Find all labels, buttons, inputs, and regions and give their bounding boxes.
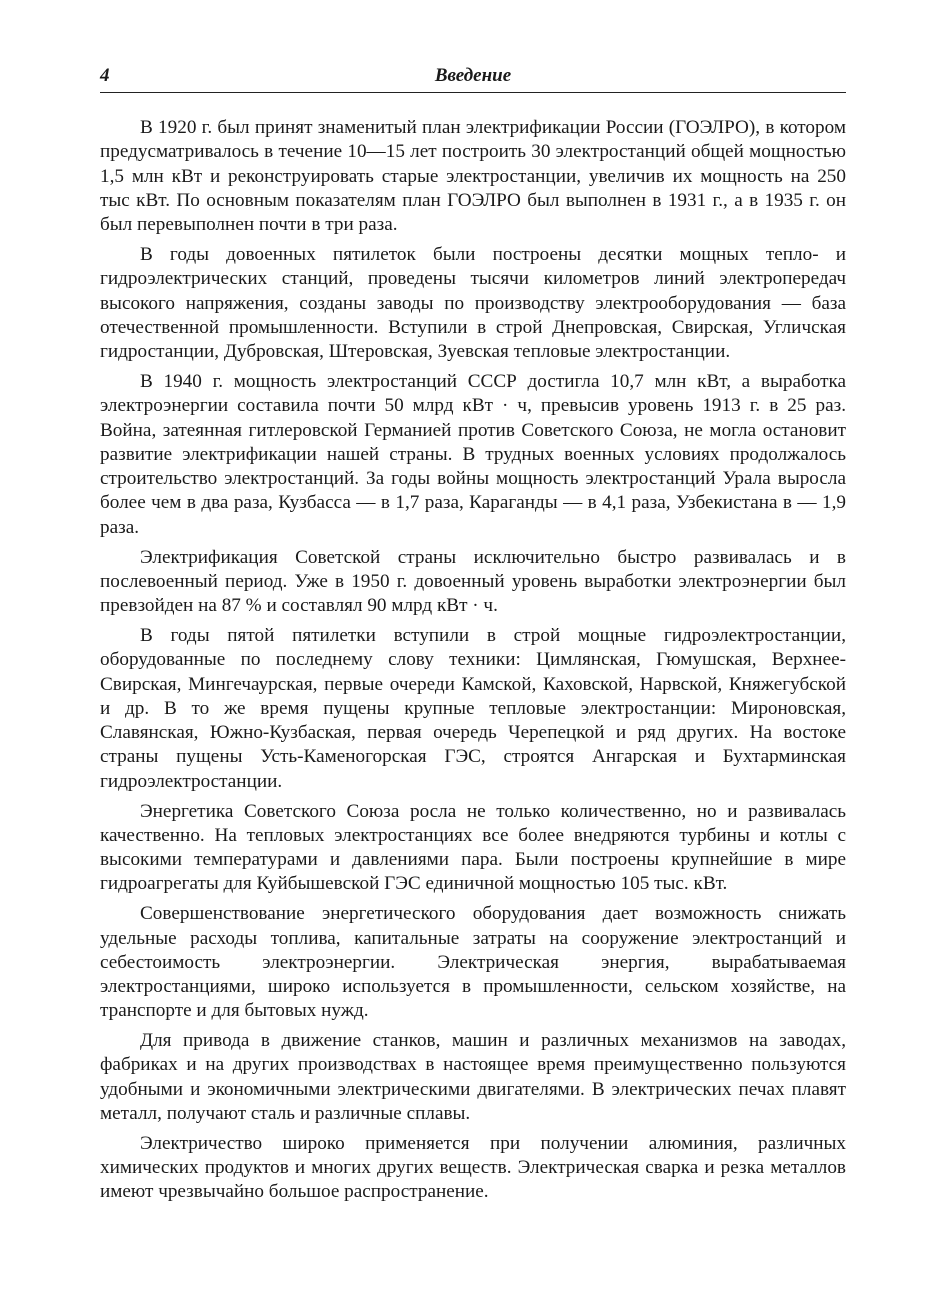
paragraph: Совершенствование энергетического оборудования дает возможность снижать удельные расходы топлива, капитальные затраты на сооружение электростанций и себестоимость электроэнергии. Электрическая энергия, вырабатываемая электростанциями, широко используется в промышленности, сельском хозяйстве, на транспорте и для бытовых нужд. bbox=[100, 903, 846, 1022]
running-header bbox=[100, 62, 846, 93]
paragraph: В 1940 г. мощность электростанций СССР достигла 10,7 млн кВт, а выработка электроэнергии составила почти 50 млрд кВт · ч, превысив уровень 1913 г. в 25 раз. Война, затеянная гитлеровской Германией против Советского Союза, не могла остановит развитие электрификации нашей страны. В трудных военных условиях продолжалось строительство электростанций. За годы войны мощность электростанций Урала выросла более чем в два раза, Кузбасса — в 1,7 раза, Караганды — в 4,1 раза, Узбекистана в — 1,9 раза. bbox=[100, 370, 846, 538]
page-number: 4 bbox=[100, 65, 110, 86]
paragraph: В годы пятой пятилетки вступили в строй мощные гидроэлектростанции, оборудованные по последнему слову техники: Цимлянская, Гюмушская, Верхнее-Свирская, Мингечаурская, первые очереди Камской, Каховской, Нарвской, Княжегубской и др. В то же время пущены крупные тепловые электростанции: Мироновская, Славянская, Южно-Кузбаская, первая очередь Черепецкой и ряд других. На востоке страны пущены Усть-Каменогорская ГЭС, строятся Ангарская и Бухтарминская гидроэлектростанции. bbox=[100, 624, 846, 792]
paragraph: Энергетика Советского Союза росла не только количественно, но и развивалась качественно. На тепловых электростанциях все более внедряются турбины и котлы с высокими температурами и давлениями пара. Были построены крупнейшие в мире гидроагрегаты для Куйбышевской ГЭС единичной мощностью 105 тыс. кВт. bbox=[100, 800, 846, 895]
book-page bbox=[100, 62, 846, 1210]
section-title: Введение bbox=[434, 65, 512, 86]
paragraph: В годы довоенных пятилеток были построены десятки мощных тепло- и гидроэлектрических станций, проведены тысячи километров линий электропередач высокого напряжения, созданы заводы по производству электрооборудования — база отечественной промышленности. Вступили в строй Днепровская, Свирская, Угличская гидростанции, Дубровская, Штеровская, Зуевская тепловые электростанции. bbox=[100, 243, 846, 363]
paragraph: Электрификация Советской страны исключительно быстро развивалась и в послевоенный период. Уже в 1950 г. довоенный уровень выработки электроэнергии был превзойден на 87 % и составлял 90 млрд кВт · ч. bbox=[100, 546, 846, 617]
paragraph: В 1920 г. был принят знаменитый план электрификации России (ГОЭЛРО), в котором предусматривалось в течение 10—15 лет построить 30 электростанций общей мощностью 1,5 млн кВт и реконструировать старые электростанции, увеличив их мощность на 250 тыс кВт. По основным показателям план ГОЭЛРО был выполнен в 1931 г., а в 1935 г. он был перевыполнен почти в три раза. bbox=[100, 117, 846, 236]
paragraph: Для привода в движение станков, машин и различных механизмов на заводах, фабриках и на других производствах в настоящее время преимущественно пользуются удобными и экономичными электрическими двигателями. В электрических печах плавят металл, получают сталь и различные сплавы. bbox=[100, 1030, 846, 1125]
body-text bbox=[100, 116, 846, 1205]
paragraph: Электричество широко применяется при получении алюминия, различных химических продуктов и многих других веществ. Электрическая сварка и резка металлов имеют чрезвычайно большое распространение. bbox=[100, 1132, 846, 1203]
